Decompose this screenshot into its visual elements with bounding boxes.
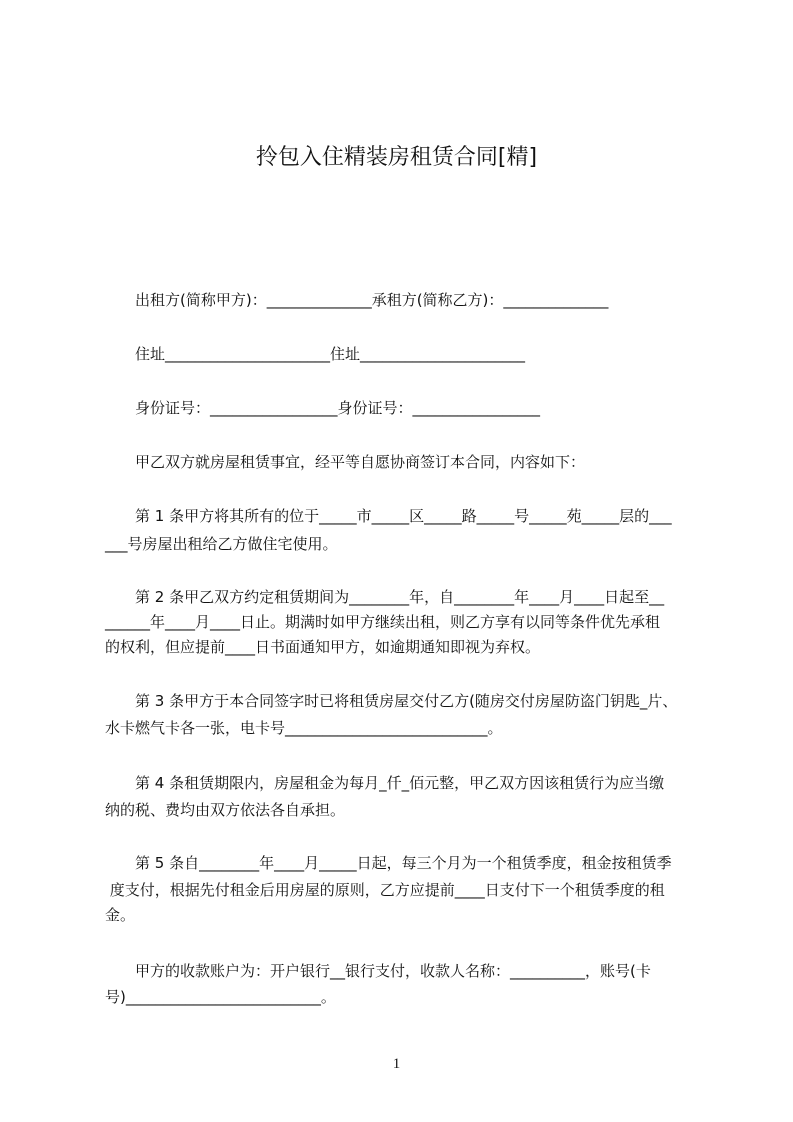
article-4-line-1: 第 4 条租赁期限内，房屋租金为每月_仟_佰元整，甲乙双方因该租赁行为应当缴: [105, 774, 665, 792]
article-5-line-3: 金。: [105, 906, 136, 924]
article-2-line-3: 的权利，但应提前____日书面通知甲方，如逾期通知即视为弃权。: [105, 638, 541, 656]
article-5-line-1: 第 5 条自________年____月_____日起，每三个月为一个租赁季度，租金按租赁季: [105, 854, 672, 872]
parties-line: 出租方(简称甲方)：______________承租方(简称乙方)：______________: [105, 291, 609, 309]
id-number-line: 身份证号：_________________身份证号：_________________: [105, 399, 541, 417]
article-4-line-2: 纳的税、费均由双方依法各自承担。: [105, 801, 346, 819]
address-line: 住址______________________住址______________________: [105, 345, 526, 363]
article-2-line-1: 第 2 条甲乙双方约定租赁期间为________年，自________年____月____日起至__: [105, 588, 665, 606]
article-1-line-1: 第 1 条甲方将其所有的位于_____市_____区_____路_____号_____苑_____层的___: [105, 507, 672, 525]
article-3-line-2: 水卡燃气卡各一张，电卡号___________________________。: [105, 719, 503, 737]
article-5-line-2: 度支付，根据先付租金后用房屋的原则，乙方应提前____日支付下一个租赁季度的租: [105, 881, 665, 899]
intro-paragraph: 甲乙双方就房屋租赁事宜，经平等自愿协商签订本合同，内容如下：: [105, 453, 586, 471]
article-3-line-1: 第 3 条甲方于本合同签字时已将租赁房屋交付乙方(随房交付房屋防盗门钥匙_片、: [105, 692, 678, 710]
article-1-line-2: ___号房屋出租给乙方做住宅使用。: [105, 535, 338, 553]
document-title: 拎包入住精装房租赁合同[精]: [255, 145, 538, 170]
page-number: 1: [392, 1056, 401, 1072]
article-2-line-2: ______年____月____日止。期满时如甲方继续出租，则乙方享有以同等条件优先承租: [105, 613, 661, 631]
account-line-1: 甲方的收款账户为：开户银行__银行支付，收款人名称：__________，账号(卡: [105, 962, 651, 980]
account-line-2: 号)__________________________。: [105, 988, 336, 1006]
